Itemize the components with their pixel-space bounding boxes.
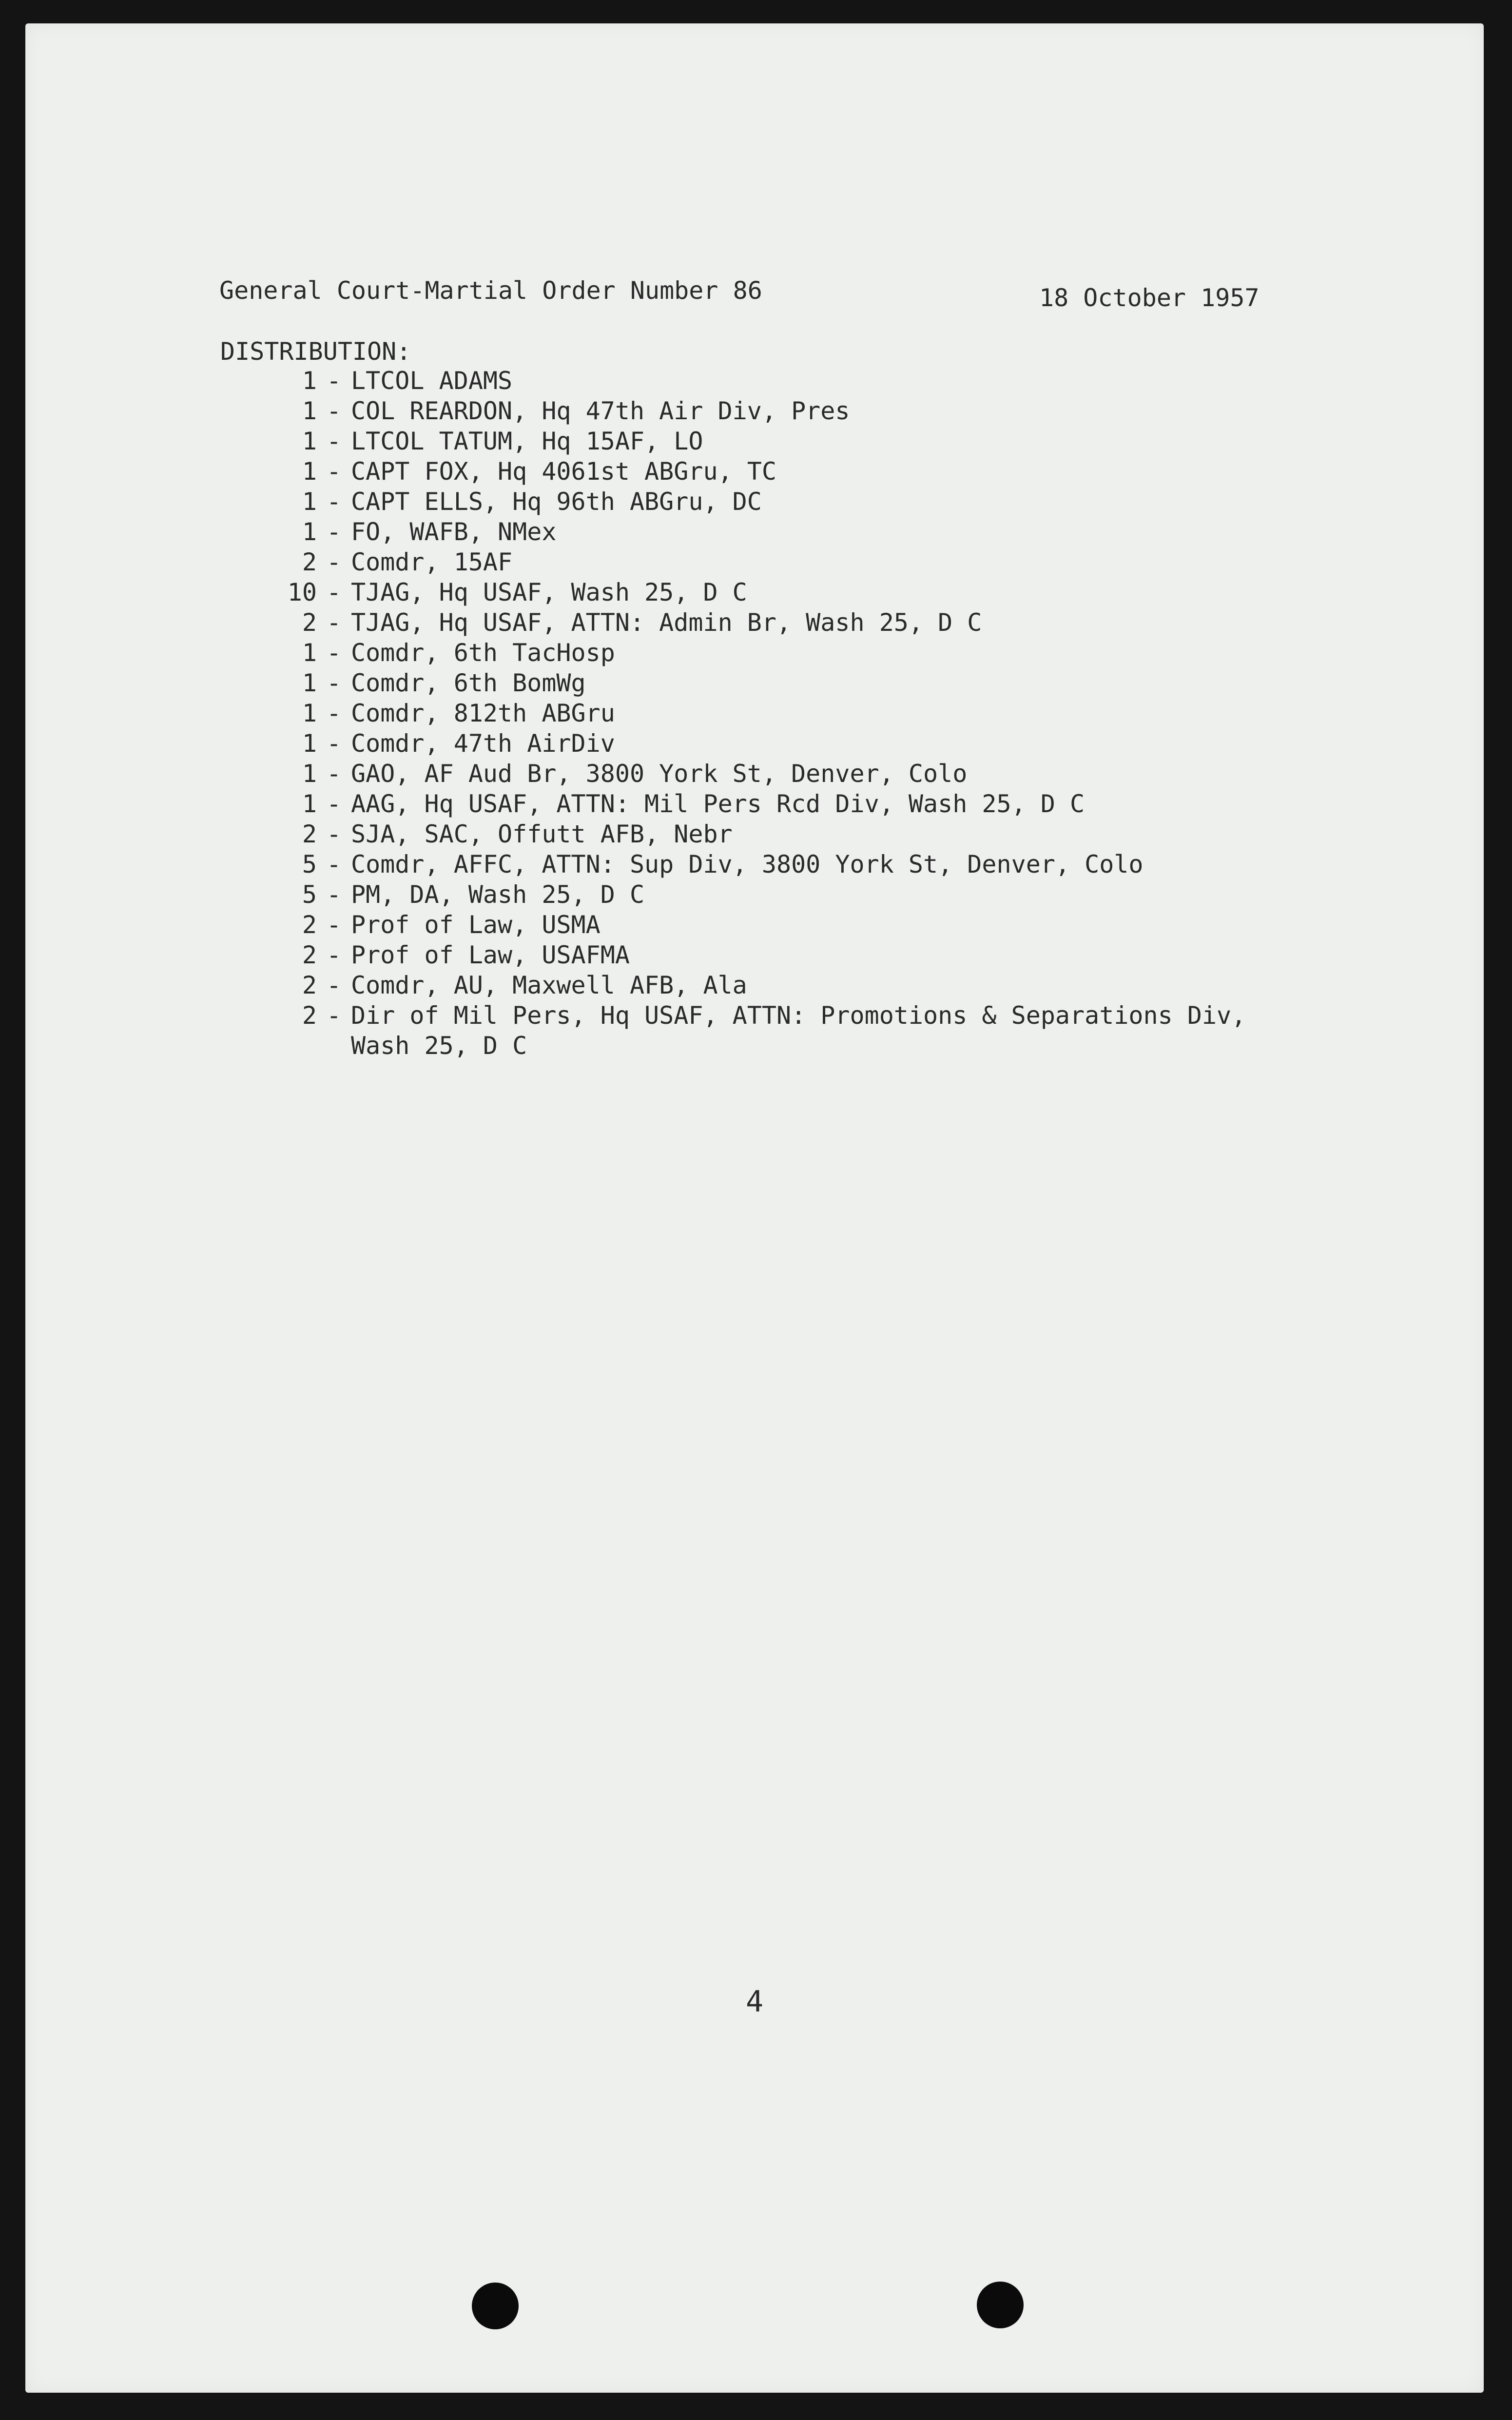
distribution-recipient: CAPT FOX, Hq 4061st ABGru, TC xyxy=(351,457,776,486)
distribution-item xyxy=(273,577,1326,607)
distribution-dash: - xyxy=(326,578,342,606)
distribution-item xyxy=(273,607,1326,638)
distribution-recipient: Prof of Law, USMA xyxy=(351,911,601,939)
distribution-item xyxy=(273,547,1326,577)
distribution-item xyxy=(273,849,1326,879)
distribution-dash: - xyxy=(326,911,342,939)
distribution-recipient: LTCOL ADAMS xyxy=(351,367,513,395)
distribution-qty: 1 xyxy=(302,669,317,697)
distribution-qty: 10 xyxy=(287,578,317,606)
distribution-recipient: Comdr, 6th TacHosp xyxy=(351,639,615,667)
distribution-dash: - xyxy=(326,427,342,455)
distribution-qty: 2 xyxy=(302,820,317,848)
distribution-dash: - xyxy=(326,608,342,637)
distribution-dash: - xyxy=(326,790,342,818)
distribution-list xyxy=(273,366,1326,1061)
distribution-qty: 1 xyxy=(302,488,317,516)
distribution-recipient: Comdr, AFFC, ATTN: Sup Div, 3800 York St, Denver, Colo xyxy=(351,850,1144,878)
distribution-dash: - xyxy=(326,760,342,788)
punch-hole-right xyxy=(977,2282,1024,2328)
distribution-qty: 1 xyxy=(302,367,317,395)
distribution-qty: 1 xyxy=(302,518,317,546)
distribution-dash: - xyxy=(326,850,342,878)
distribution-item xyxy=(273,426,1326,456)
distribution-recipient: TJAG, Hq USAF, ATTN: Admin Br, Wash 25, D C xyxy=(351,608,982,637)
distribution-item xyxy=(273,759,1326,789)
distribution-item xyxy=(273,396,1326,426)
order-title: General Court-Martial Order Number 86 xyxy=(219,276,762,305)
distribution-item xyxy=(273,940,1326,970)
distribution-qty: 2 xyxy=(302,548,317,576)
distribution-recipient: AAG, Hq USAF, ATTN: Mil Pers Rcd Div, Wash 25, D C xyxy=(351,790,1085,818)
distribution-dash: - xyxy=(326,669,342,697)
distribution-recipient: SJA, SAC, Offutt AFB, Nebr xyxy=(351,820,733,848)
distribution-recipient: Prof of Law, USAFMA xyxy=(351,941,630,969)
distribution-dash: - xyxy=(326,488,342,516)
distribution-qty: 1 xyxy=(302,397,317,425)
distribution-label: DISTRIBUTION: xyxy=(220,337,411,366)
distribution-qty: 2 xyxy=(302,911,317,939)
distribution-dash: - xyxy=(326,699,342,727)
distribution-qty: 5 xyxy=(302,850,317,878)
distribution-dash: - xyxy=(326,367,342,395)
distribution-recipient: GAO, AF Aud Br, 3800 York St, Denver, Colo xyxy=(351,760,968,788)
page-number: 4 xyxy=(746,1985,764,2019)
order-date: 18 October 1957 xyxy=(1039,284,1260,312)
distribution-recipient: Dir of Mil Pers, Hq USAF, ATTN: Promotions & Separations Div, Wash 25, D C xyxy=(351,1001,1246,1060)
distribution-recipient: LTCOL TATUM, Hq 15AF, LO xyxy=(351,427,703,455)
distribution-item xyxy=(273,487,1326,517)
distribution-recipient: Comdr, 812th ABGru xyxy=(351,699,615,727)
distribution-item xyxy=(273,789,1326,819)
distribution-item xyxy=(273,910,1326,940)
distribution-dash: - xyxy=(326,518,342,546)
distribution-recipient: CAPT ELLS, Hq 96th ABGru, DC xyxy=(351,488,762,516)
distribution-qty: 1 xyxy=(302,729,317,758)
distribution-qty: 2 xyxy=(302,941,317,969)
distribution-qty: 1 xyxy=(302,427,317,455)
distribution-dash: - xyxy=(326,1001,342,1030)
distribution-recipient: TJAG, Hq USAF, Wash 25, D C xyxy=(351,578,747,606)
distribution-dash: - xyxy=(326,639,342,667)
distribution-recipient: FO, WAFB, NMex xyxy=(351,518,557,546)
distribution-item xyxy=(273,1000,1326,1061)
distribution-recipient: COL REARDON, Hq 47th Air Div, Pres xyxy=(351,397,850,425)
distribution-qty: 1 xyxy=(302,457,317,486)
distribution-dash: - xyxy=(326,971,342,999)
distribution-recipient: Comdr, AU, Maxwell AFB, Ala xyxy=(351,971,747,999)
distribution-dash: - xyxy=(326,397,342,425)
distribution-dash: - xyxy=(326,457,342,486)
distribution-dash: - xyxy=(326,820,342,848)
distribution-qty: 2 xyxy=(302,1001,317,1030)
distribution-recipient: Comdr, 47th AirDiv xyxy=(351,729,615,758)
distribution-recipient: Comdr, 15AF xyxy=(351,548,513,576)
distribution-item xyxy=(273,366,1326,396)
distribution-item xyxy=(273,638,1326,668)
distribution-item xyxy=(273,819,1326,849)
distribution-qty: 1 xyxy=(302,790,317,818)
distribution-recipient: Comdr, 6th BomWg xyxy=(351,669,586,697)
distribution-dash: - xyxy=(326,729,342,758)
distribution-item xyxy=(273,970,1326,1000)
distribution-item xyxy=(273,879,1326,910)
distribution-item xyxy=(273,668,1326,698)
distribution-dash: - xyxy=(326,548,342,576)
distribution-qty: 2 xyxy=(302,608,317,637)
distribution-item xyxy=(273,517,1326,547)
distribution-qty: 1 xyxy=(302,639,317,667)
distribution-dash: - xyxy=(326,880,342,909)
distribution-qty: 2 xyxy=(302,971,317,999)
distribution-qty: 1 xyxy=(302,760,317,788)
distribution-item xyxy=(273,728,1326,759)
distribution-qty: 1 xyxy=(302,699,317,727)
punch-hole-left xyxy=(472,2283,519,2329)
distribution-qty: 5 xyxy=(302,880,317,909)
distribution-recipient: PM, DA, Wash 25, D C xyxy=(351,880,645,909)
distribution-item xyxy=(273,456,1326,487)
distribution-item xyxy=(273,698,1326,728)
bleed-through-shadow xyxy=(292,1073,1267,1950)
distribution-dash: - xyxy=(326,941,342,969)
